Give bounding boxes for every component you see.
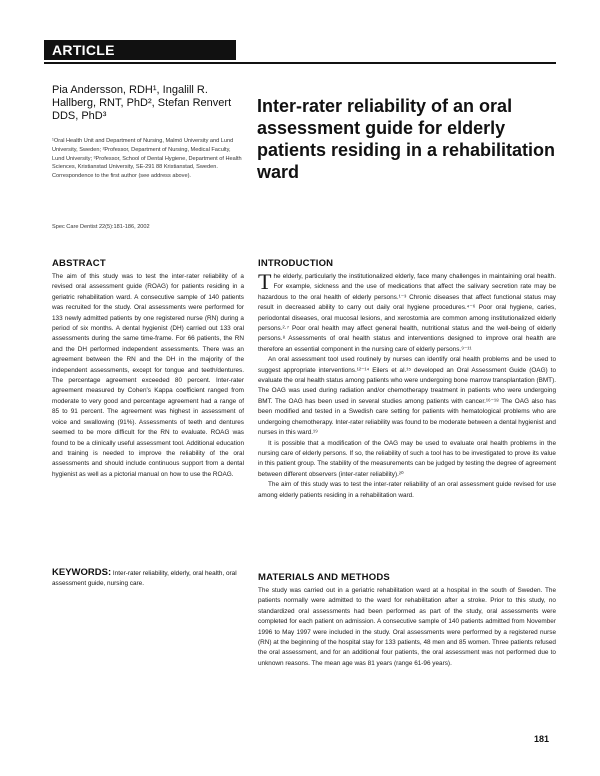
abstract-heading: ABSTRACT: [52, 258, 106, 269]
author-list: Pia Andersson, RDH¹, Ingalill R. Hallberg, RNT, PhD², Stefan Renvert DDS, PhD³: [52, 84, 232, 122]
introduction-paragraph-4: The aim of this study was to test the inter-rater reliability of an oral assessment guide revised for use among elderly patients residing in a rehabilitation ward.: [258, 481, 556, 499]
methods-paragraph-1: The study was carried out in a geriatric rehabilitation ward at a hospital in the south of Sweden. The patients normally were admitted to the ward for rehabilitation after a stroke. Prior to this study, no standardized oral assessments had been performed as part of the study, oral assessments were completed for each patient on admission. A consecutive sample of 140 patients admitted from November 1996 to May 1997 were included in the study. Oral assessments were performed by a registered nurse (RN) at the beginning of the hospital stay for 133 patients, 48 men and 85 women. Three patients refused the oral assessment, and for an additional four patients, the oral assessment was not performed due to unknown reasons. The mean age was 81 years (range 61-96 years).: [258, 587, 556, 667]
keywords-text: Inter-rater reliability, elderly, oral health, oral assessment guide, nursing care.: [52, 570, 237, 587]
abstract-text: The aim of this study was to test the inter-rater reliability of a revised oral assessment guide (ROAG) for patients residing in a geriatric rehabilitation ward. A consecutive sample of 140 patients was recruited for the study. Oral assessments were performed for 133 newly admitted patients by one registered nurse (RN) during a period of six months. A dental hygienist (DH) carried out 133 oral assessments during the same time-frame. For 66 patients, the RN and the DH performed independent assessments. There was an agreement between the RN and the DH in the majority of the independent assessments, except for tongue and teeth/dentures. The percentage agreement exceeded 80 percent. Inter-rater agreement measured by Cohen's Kappa coefficient ranged from moderate to very good and percentage agreement had a range of 85 to 91 percent. The agreement was highest in assessment of voice and swallowing (91%). Assessments of teeth and dentures seemed to be more difficult for the RN to evaluate. ROAG was found to be a clinically useful assessment tool. Additional education and training is needed to improve the reliability of the oral assessments and should include continuous support from a dental hygienist as well as a pictorial manual on how to use the ROAG.: [52, 273, 244, 478]
introduction-paragraph-2: An oral assessment tool used routinely by nurses can identify oral health problems and be used to suggest appropriate interventions.¹²⁻¹⁴ Eilers et al.¹⁵ developed an Oral Assessment Guide (OAG) to evaluate the oral health status among patients who were undergoing bone marrow transplantation (BMT). The OAG was used during radiation and/or chemotherapy treatment in patients who were undergoing BMT. The OAG has been used in several studies among patients with cancer.¹⁶⁻¹⁸ The OAG also has been modified and tested in a Swedish care setting for patients with hematological problems who are undergoing chemotherapy. Inter-rater reliability was found to be moderate between a dental hygienist and nurses in this ward.¹⁹: [258, 356, 556, 437]
page-number: 181: [534, 734, 550, 744]
introduction-paragraph-3: It is possible that a modification of the OAG may be used to evaluate oral health problems in the nursing care of elderly persons. If so, the reliability of such a tool has to be investigated to prove its value in this patient group. The stability of the measurements can be judged by testing the degree of agreement between different observers (inter-rater reliability).²⁰: [258, 439, 556, 478]
journal-citation: Spec Care Dentist 22(5):181-186, 2002: [52, 224, 150, 230]
introduction-heading: INTRODUCTION: [258, 258, 334, 269]
article-section-banner: ARTICLE: [44, 40, 236, 60]
header-rule: [44, 62, 556, 64]
methods-body: [258, 586, 556, 669]
keywords-block: [52, 568, 244, 589]
introduction-body: [258, 269, 556, 501]
author-affiliations: ¹Oral Health Unit and Department of Nursing, Malmö University and Lund University, Sweden; ²Professor, Department of Nursing, Medical Faculty, Lund University; ³Professor, School of Dental Hygiene, Department of Health Sciences, Kristianstad University, SE-291 88 Kristianstad, Sweden. Correspondence to the first author (see address above).: [52, 138, 242, 180]
introduction-paragraph-1: The elderly, particularly the institutionalized elderly, face many challenges in maintaining oral health. For example, sickness and the use of medications that affect the salivary secretion rate may be hazardous to the oral health of elderly persons.¹⁻³ Chronic diseases that affect functional status may result in decreased ability to carry out daily oral hygiene procedures.⁴⁻⁶ Poor oral hygiene, caries, periodontal diseases, oral mucosal lesions, and xerostomia are common among institutionalized elderly persons.²·⁷ Poor oral health may affect general health, nutritional status and the well-being of elderly persons.⁸ Assessments of oral health status and interventions designed to improve oral health are therefore an essential component in the nursing care of elderly persons.⁹⁻¹¹: [258, 269, 556, 353]
methods-heading: MATERIALS AND METHODS: [258, 572, 390, 583]
dropcap-letter: T: [258, 269, 272, 294]
article-title: Inter-rater reliability of an oral assessment guide for elderly patients residing in a rehabilitation ward: [257, 96, 556, 182]
keywords-label: KEYWORDS:: [52, 567, 112, 578]
